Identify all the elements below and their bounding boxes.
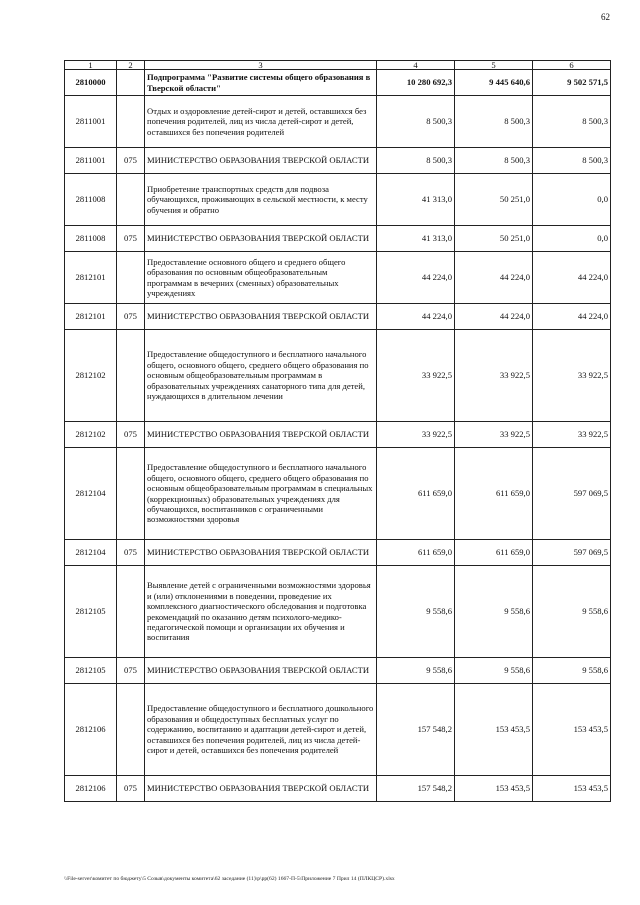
value-col-5-cell: 9 558,6 (455, 566, 533, 658)
code-cell: 2811001 (65, 148, 117, 174)
budget-table (64, 60, 611, 802)
description-cell: Подпрограмма "Развитие системы общего образования в Тверской области" (145, 70, 377, 96)
table-row (65, 684, 611, 776)
page-number: 62 (601, 12, 610, 22)
header-col-4: 4 (377, 61, 455, 70)
ved-cell (117, 684, 145, 776)
value-col-4-cell: 611 659,0 (377, 448, 455, 540)
header-col-5: 5 (455, 61, 533, 70)
table-row (65, 540, 611, 566)
header-col-1: 1 (65, 61, 117, 70)
value-col-4-cell: 41 313,0 (377, 174, 455, 226)
value-col-5-cell: 50 251,0 (455, 226, 533, 252)
value-col-5-cell: 611 659,0 (455, 540, 533, 566)
description-cell: Предоставление общедоступного и бесплатного начального общего, основного общего, среднего общего образования по основным общеобразовательным программам в специальных (коррекционных) образовательных учреждениях для обучающихся, воспитанников с ограниченными возможностями здоровья (145, 448, 377, 540)
value-col-6-cell: 33 922,5 (533, 422, 611, 448)
code-cell: 2811008 (65, 226, 117, 252)
ved-cell: 075 (117, 776, 145, 802)
value-col-5-cell: 33 922,5 (455, 422, 533, 448)
ved-cell: 075 (117, 658, 145, 684)
description-cell: МИНИСТЕРСТВО ОБРАЗОВАНИЯ ТВЕРСКОЙ ОБЛАСТИ (145, 304, 377, 330)
value-col-5-cell: 611 659,0 (455, 448, 533, 540)
description-cell: Предоставление общедоступного и бесплатного дошкольного образования и общедоступных бесплатных услуг по содержанию, воспитанию и адаптации детей-сирот и детей, оставшихся без попечения родителей, лиц из числа детей-сирот и детей, оставшихся без попечения родителей (145, 684, 377, 776)
ved-cell (117, 96, 145, 148)
value-col-5-cell: 8 500,3 (455, 96, 533, 148)
description-cell: Предоставление основного общего и среднего общего образования по основным общеобразовательным программам в вечерних (сменных) образовательных учреждениях (145, 252, 377, 304)
table-row (65, 422, 611, 448)
ved-cell (117, 330, 145, 422)
ved-cell: 075 (117, 148, 145, 174)
code-cell: 2812106 (65, 684, 117, 776)
table-row (65, 448, 611, 540)
description-cell: Приобретение транспортных средств для подвоза обучающихся, проживающих в сельской местности, к месту обучения и обратно (145, 174, 377, 226)
ved-cell (117, 70, 145, 96)
code-cell: 2812102 (65, 422, 117, 448)
code-cell: 2812105 (65, 566, 117, 658)
value-col-5-cell: 9 445 640,6 (455, 70, 533, 96)
ved-cell (117, 252, 145, 304)
table-row (65, 304, 611, 330)
value-col-6-cell: 44 224,0 (533, 252, 611, 304)
value-col-6-cell: 597 069,5 (533, 448, 611, 540)
value-col-5-cell: 8 500,3 (455, 148, 533, 174)
value-col-6-cell: 8 500,3 (533, 148, 611, 174)
description-cell: Отдых и оздоровление детей-сирот и детей, оставшихся без попечения родителей, лиц из числа детей-сирот и детей, оставшихся без попечения родителей (145, 96, 377, 148)
value-col-6-cell: 0,0 (533, 174, 611, 226)
ved-cell (117, 174, 145, 226)
table-row (65, 96, 611, 148)
table-row (65, 330, 611, 422)
code-cell: 2812104 (65, 540, 117, 566)
value-col-6-cell: 44 224,0 (533, 304, 611, 330)
description-cell: Выявление детей с ограниченными возможностями здоровья и (или) отклонениями в поведении, проведение их комплексного диагностического обследования и подготовка рекомендаций по оказанию детям психолого-медико-педагогической помощи и организации их обучения и воспитания (145, 566, 377, 658)
description-cell: МИНИСТЕРСТВО ОБРАЗОВАНИЯ ТВЕРСКОЙ ОБЛАСТИ (145, 148, 377, 174)
value-col-5-cell: 44 224,0 (455, 304, 533, 330)
code-cell: 2812101 (65, 252, 117, 304)
code-cell: 2811008 (65, 174, 117, 226)
table-row (65, 658, 611, 684)
value-col-4-cell: 33 922,5 (377, 422, 455, 448)
table-row (65, 776, 611, 802)
description-cell: МИНИСТЕРСТВО ОБРАЗОВАНИЯ ТВЕРСКОЙ ОБЛАСТИ (145, 226, 377, 252)
header-col-2: 2 (117, 61, 145, 70)
value-col-6-cell: 9 502 571,5 (533, 70, 611, 96)
code-cell: 2812102 (65, 330, 117, 422)
ved-cell: 075 (117, 304, 145, 330)
value-col-4-cell: 157 548,2 (377, 776, 455, 802)
value-col-5-cell: 33 922,5 (455, 330, 533, 422)
value-col-6-cell: 0,0 (533, 226, 611, 252)
code-cell: 2812105 (65, 658, 117, 684)
table-row (65, 148, 611, 174)
code-cell: 2812101 (65, 304, 117, 330)
value-col-6-cell: 33 922,5 (533, 330, 611, 422)
header-col-3: 3 (145, 61, 377, 70)
value-col-6-cell: 9 558,6 (533, 566, 611, 658)
value-col-4-cell: 9 558,6 (377, 658, 455, 684)
value-col-5-cell: 153 453,5 (455, 684, 533, 776)
table-row (65, 70, 611, 96)
table-row (65, 252, 611, 304)
value-col-4-cell: 8 500,3 (377, 148, 455, 174)
value-col-4-cell: 10 280 692,3 (377, 70, 455, 96)
description-cell: МИНИСТЕРСТВО ОБРАЗОВАНИЯ ТВЕРСКОЙ ОБЛАСТИ (145, 540, 377, 566)
value-col-5-cell: 9 558,6 (455, 658, 533, 684)
value-col-4-cell: 44 224,0 (377, 304, 455, 330)
ved-cell: 075 (117, 540, 145, 566)
ved-cell: 075 (117, 226, 145, 252)
code-cell: 2812106 (65, 776, 117, 802)
value-col-6-cell: 153 453,5 (533, 776, 611, 802)
value-col-4-cell: 41 313,0 (377, 226, 455, 252)
value-col-4-cell: 33 922,5 (377, 330, 455, 422)
description-cell: Предоставление общедоступного и бесплатного начального общего, основного общего, среднего общего образования по основным общеобразовательным программам в образовательных учреждениях санаторного типа для детей, нуждающихся в длительном лечении (145, 330, 377, 422)
table-header-row (65, 61, 611, 70)
value-col-6-cell: 597 069,5 (533, 540, 611, 566)
table-row (65, 174, 611, 226)
value-col-4-cell: 611 659,0 (377, 540, 455, 566)
header-col-6: 6 (533, 61, 611, 70)
code-cell: 2810000 (65, 70, 117, 96)
value-col-4-cell: 44 224,0 (377, 252, 455, 304)
footer-file-path: \\File-server\комитет по бюджету\5 Созыв\документы комитета\62 заседание (11)\p\pp(62) 1667-П-5\Приложение 7 Прил 14 (ПЛКЦСР).xlsx (64, 876, 395, 882)
value-col-6-cell: 153 453,5 (533, 684, 611, 776)
description-cell: МИНИСТЕРСТВО ОБРАЗОВАНИЯ ТВЕРСКОЙ ОБЛАСТИ (145, 776, 377, 802)
value-col-5-cell: 50 251,0 (455, 174, 533, 226)
description-cell: МИНИСТЕРСТВО ОБРАЗОВАНИЯ ТВЕРСКОЙ ОБЛАСТИ (145, 658, 377, 684)
value-col-5-cell: 153 453,5 (455, 776, 533, 802)
table-row (65, 566, 611, 658)
value-col-4-cell: 8 500,3 (377, 96, 455, 148)
code-cell: 2812104 (65, 448, 117, 540)
ved-cell (117, 448, 145, 540)
table-row (65, 226, 611, 252)
ved-cell (117, 566, 145, 658)
value-col-6-cell: 8 500,3 (533, 96, 611, 148)
code-cell: 2811001 (65, 96, 117, 148)
description-cell: МИНИСТЕРСТВО ОБРАЗОВАНИЯ ТВЕРСКОЙ ОБЛАСТИ (145, 422, 377, 448)
value-col-6-cell: 9 558,6 (533, 658, 611, 684)
value-col-4-cell: 9 558,6 (377, 566, 455, 658)
value-col-4-cell: 157 548,2 (377, 684, 455, 776)
ved-cell: 075 (117, 422, 145, 448)
value-col-5-cell: 44 224,0 (455, 252, 533, 304)
